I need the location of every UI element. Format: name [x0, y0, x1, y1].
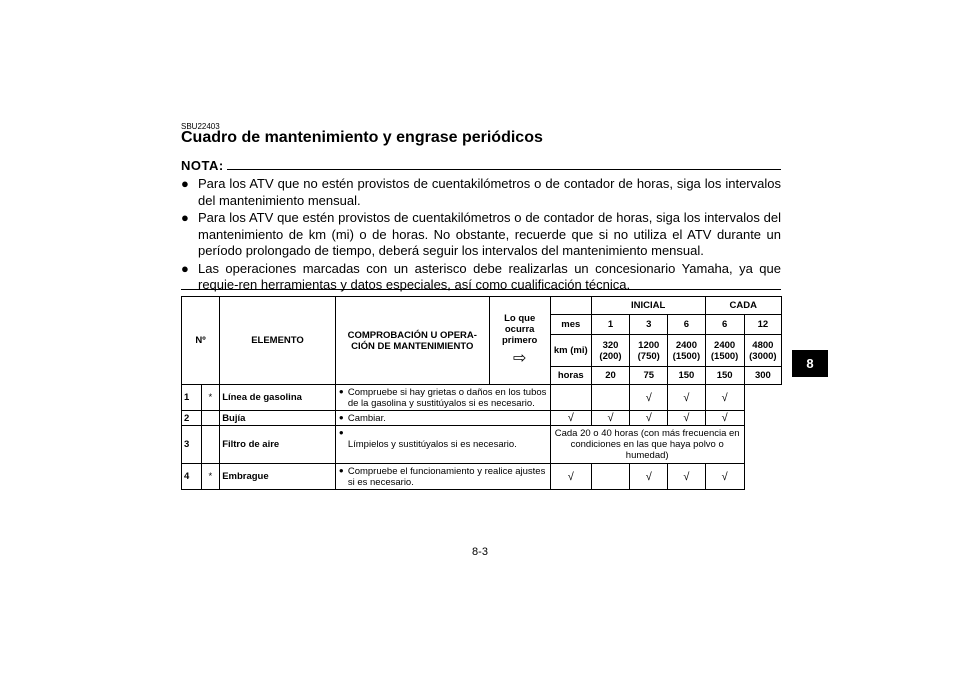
- row-mark: √: [705, 411, 744, 426]
- row-mark: √: [668, 464, 705, 490]
- row-star: [201, 411, 220, 426]
- cell-km: 320 (200): [591, 335, 629, 367]
- bullet-icon: ●: [338, 428, 344, 437]
- cell-horas: 150: [705, 367, 744, 385]
- header-check: COMPROBACIÓN U OPERA-CIÓN DE MANTENIMIENTO: [335, 297, 489, 385]
- row-mark: √: [630, 385, 668, 411]
- header-mes: mes: [550, 315, 591, 335]
- cell-mes: 1: [591, 315, 629, 335]
- nota-item-text: Las operaciones marcadas con un asterisco debe realizarlas un concesionario Yamaha, ya que requie-ren herramientas y datos especiales, así como cualificación técnica.: [198, 260, 781, 292]
- cell-horas: 20: [591, 367, 629, 385]
- chapter-tab: 8: [792, 350, 828, 377]
- row-mark: [591, 385, 629, 411]
- header-km: km (mi): [550, 335, 591, 367]
- cell-mes: 12: [744, 315, 781, 335]
- header-num: Nº: [182, 297, 220, 385]
- header-initial: INICIAL: [591, 297, 705, 315]
- table-row: [182, 411, 782, 426]
- row-check: ● Límpielos y sustitúyalos si es necesario.: [335, 426, 550, 464]
- header-blank: [550, 297, 591, 315]
- bullet-icon: ●: [338, 466, 344, 475]
- table-row: [182, 426, 782, 464]
- page-title: Cuadro de mantenimiento y engrase periódicos: [181, 129, 543, 146]
- row-check: ● Cambiar.: [335, 411, 550, 426]
- header-every: CADA: [705, 297, 782, 315]
- cell-horas: 150: [668, 367, 705, 385]
- header-horas: horas: [550, 367, 591, 385]
- row-mark: √: [550, 411, 591, 426]
- section-divider: [181, 289, 781, 290]
- nota-label: NOTA:: [181, 158, 224, 173]
- cell-horas: 75: [630, 367, 668, 385]
- table-row: [182, 464, 782, 490]
- row-mark: √: [668, 411, 705, 426]
- row-mark: √: [591, 411, 629, 426]
- header-element: ELEMENTO: [220, 297, 336, 385]
- table-row: [182, 385, 782, 411]
- cell-horas: 300: [744, 367, 781, 385]
- row-mark: √: [630, 411, 668, 426]
- row-check: ● Compruebe si hay grietas o daños en los tubos de la gasolina y sustitúyalos si es necesario.: [335, 385, 550, 411]
- cell-mes: 6: [705, 315, 744, 335]
- maintenance-table: [181, 296, 782, 490]
- row-mark: √: [630, 464, 668, 490]
- row-star: [201, 426, 220, 464]
- row-star: *: [201, 385, 220, 411]
- row-num: 2: [182, 411, 202, 426]
- cell-mes: 3: [630, 315, 668, 335]
- cell-mes: 6: [668, 315, 705, 335]
- row-element: Filtro de aire: [220, 426, 336, 464]
- row-mark: √: [705, 464, 744, 490]
- row-interval-note: Cada 20 o 40 horas (con más frecuencia en condiciones en las que haya polvo o humedad): [550, 426, 744, 464]
- nota-divider: [227, 169, 781, 170]
- cell-km: 1200 (750): [630, 335, 668, 367]
- cell-km: 2400 (1500): [705, 335, 744, 367]
- nota-list: [181, 176, 781, 295]
- row-element: Bujía: [220, 411, 336, 426]
- nota-item-text: Para los ATV que estén provistos de cuentakilómetros o de contador de horas, siga los intervalos del mantenimiento de km (mi) o de horas. No obstante, recuerde que si no utiliza el ATV durante un período prolongado de tiempo, deberá seguir los intervalos del mantenimiento mensual.: [198, 210, 781, 258]
- right-arrow-icon: ⇨: [512, 350, 527, 367]
- row-element: Embrague: [220, 464, 336, 490]
- header-whichever: [489, 297, 550, 385]
- nota-header: [181, 158, 781, 172]
- row-num: 1: [182, 385, 202, 411]
- row-mark: √: [668, 385, 705, 411]
- bullet-icon: ●: [181, 210, 189, 225]
- page-number: 8-3: [472, 546, 488, 558]
- table-header-row: [182, 297, 782, 315]
- row-num: 4: [182, 464, 202, 490]
- row-mark: [591, 464, 629, 490]
- nota-item: [181, 210, 781, 260]
- section-code: SBU22403: [181, 122, 220, 131]
- row-element: Línea de gasolina: [220, 385, 336, 411]
- row-check: ● Compruebe el funcionamiento y realice ajustes si es necesario.: [335, 464, 550, 490]
- row-mark: √: [550, 464, 591, 490]
- row-num: 3: [182, 426, 202, 464]
- nota-item: [181, 176, 781, 209]
- bullet-icon: ●: [181, 176, 189, 191]
- cell-km: 4800 (3000): [744, 335, 781, 367]
- row-mark: [550, 385, 591, 411]
- cell-km: 2400 (1500): [668, 335, 705, 367]
- header-whichever-text: Lo que ocurra primero: [501, 313, 538, 346]
- bullet-icon: ●: [338, 413, 344, 422]
- bullet-icon: ●: [338, 387, 344, 396]
- row-mark: √: [705, 385, 744, 411]
- nota-item-text: Para los ATV que no estén provistos de cuentakilómetros o de contador de horas, siga los intervalos del mantenimiento mensual.: [198, 176, 781, 208]
- row-star: *: [201, 464, 220, 490]
- bullet-icon: ●: [181, 260, 189, 276]
